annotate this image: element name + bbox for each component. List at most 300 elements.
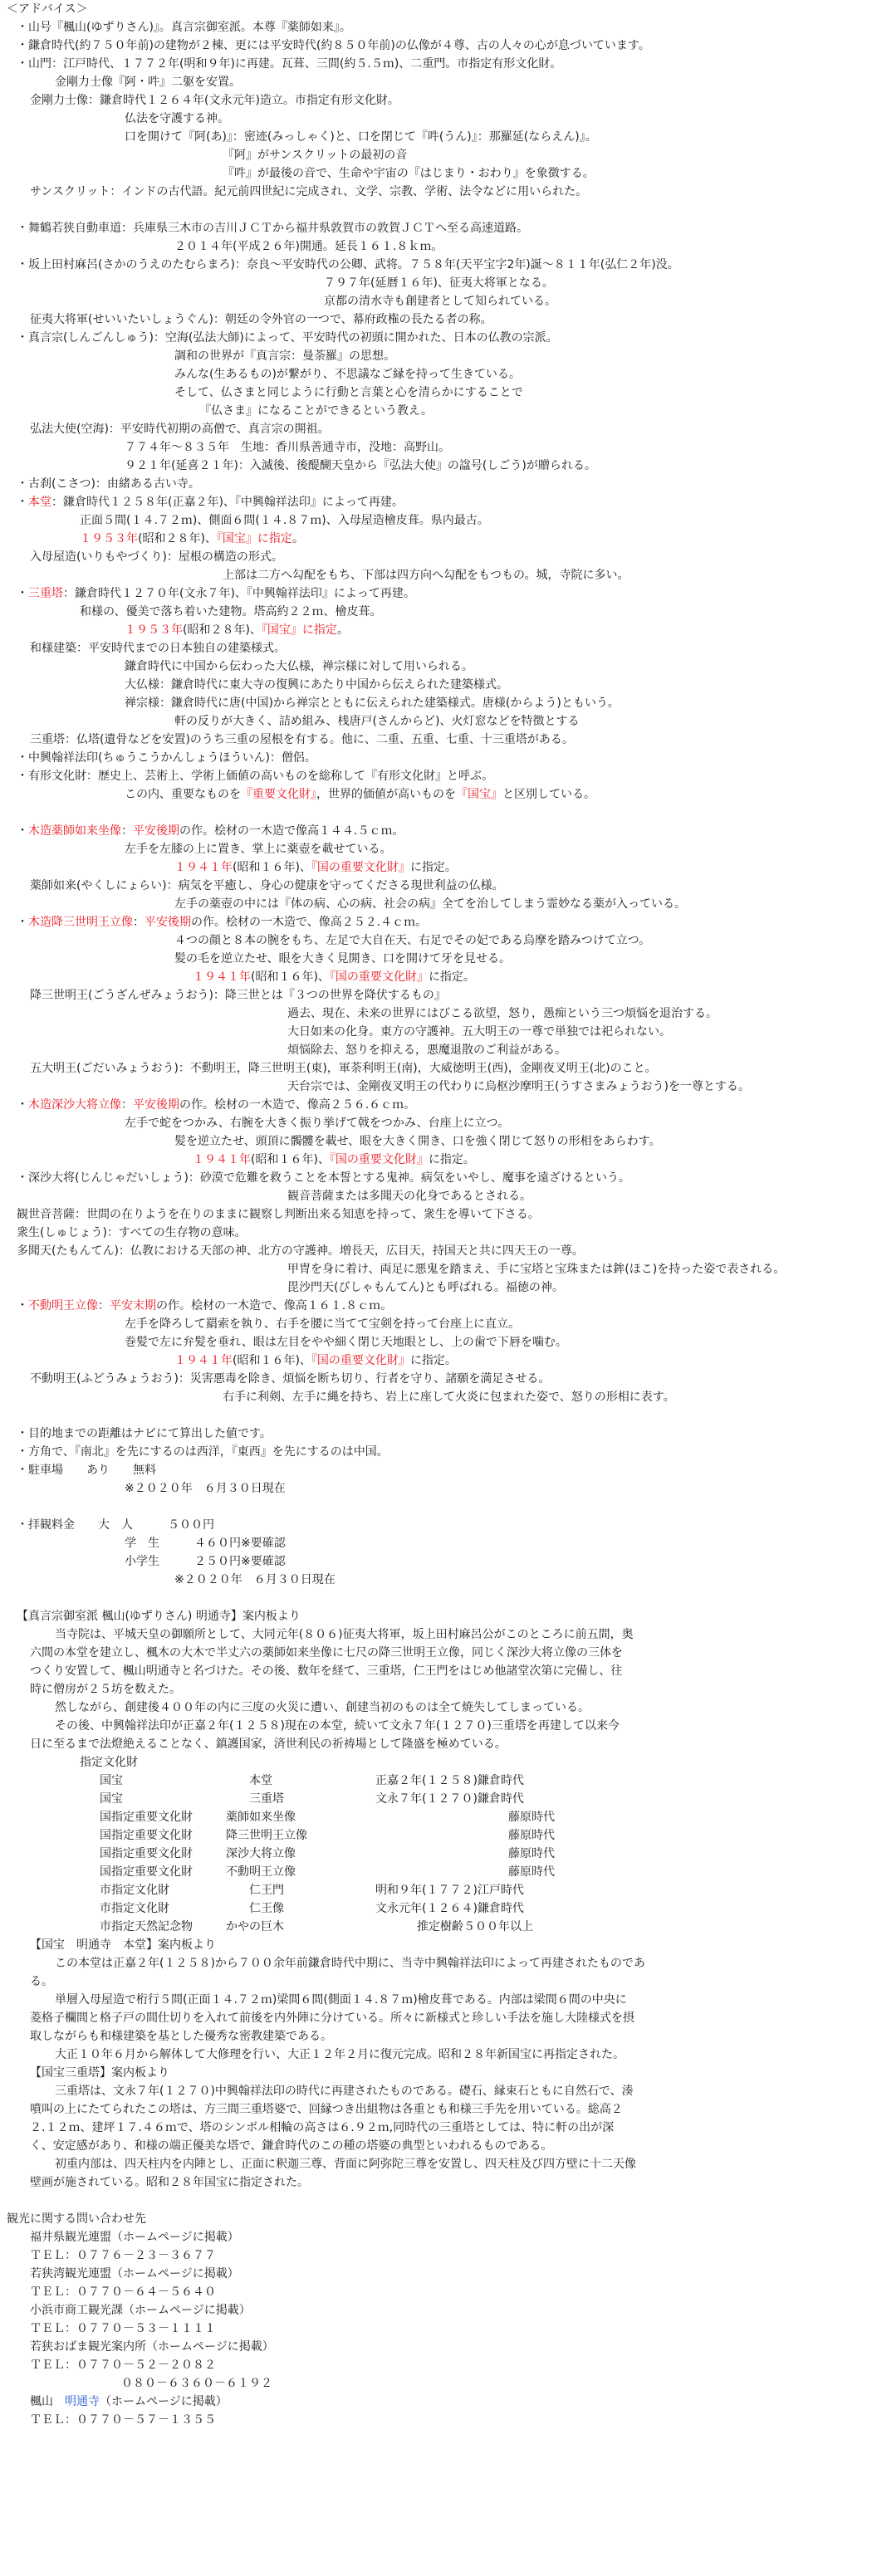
text-segment: 征夷大将軍(せいいたいしょうぐん)：朝廷の令外官の一つで、幕府政権の長たる者の称。 — [30, 313, 492, 326]
temple-link[interactable]: 明通寺 — [65, 2395, 100, 2408]
text-segment: 不動明王(ふどうみょうおう)：災害悪毒を除き、煩悩を断ち切り、行者を守り、諸願を満足させる。 — [30, 1372, 551, 1386]
text-segment: 正嘉２年(１２５８)鎌倉時代 — [375, 1774, 524, 1787]
highlight-text: 『国宝』に指定 — [216, 532, 292, 545]
highlight-text: 木造深沙大将立像 — [28, 1098, 121, 1112]
text-segment: (昭和１６年)、 — [251, 1153, 330, 1166]
text-line — [55, 1956, 645, 1971]
text-segment: サンスクリット：インドの古代語。紀元前四世紀に完成され、文学、宗教、学術、法令などに用いられた。 — [30, 185, 588, 198]
text-segment: そして、仏さまと同じように行動と言葉と心を清らかにすることで — [174, 386, 523, 399]
text-line — [223, 166, 595, 181]
text-segment: １９４１年 — [193, 1153, 251, 1166]
text-line — [17, 1463, 156, 1478]
text-segment: 単層入母屋造で桁行５間(正面１４.７２ｍ)梁間６間(側面１４.８７ｍ)檜皮葺である。内部は梁間６間の中央に — [55, 1993, 627, 2007]
text-line — [17, 1444, 389, 1459]
text-line — [375, 1773, 524, 1788]
text-segment: 三重塔 — [249, 1792, 284, 1806]
text-line — [100, 1846, 193, 1861]
text-line — [30, 2175, 309, 2190]
text-segment: 噴叫の上にたてられたこの塔は、方三間三重塔婆で、回縁つき出組物は各重とも和様三手先を用いている。総高２ — [30, 2103, 623, 2116]
text-segment: 入母屋造(いりもやづくり)：屋根の構造の形式。 — [30, 550, 283, 564]
text-line — [287, 1024, 671, 1039]
text-segment: （ホームページに掲載） — [100, 2395, 228, 2408]
text-segment: ・真言宗(しんごんしゅう)：空海(弘法大師)によって、平安時代の初頭に開かれた、日本の仏教の宗派。 — [17, 331, 558, 345]
text-segment: 金剛力士像：鎌倉時代１２６４年(文永元年)造立。市指定有形文化財。 — [30, 94, 399, 107]
highlight-text: 不動明王立像 — [28, 1299, 98, 1312]
text-segment: 過去、現在、未来の世界にはびこる欲望，怒り，愚痴という三つ煩悩を退治する。 — [287, 1007, 718, 1020]
text-line — [174, 897, 686, 912]
highlight-text: 木造降三世明王立像 — [28, 916, 133, 929]
text-line — [193, 1152, 475, 1167]
text-segment: 仁王門 — [249, 1884, 284, 1897]
text-segment: ※２０２０年 ６月３０日現在 — [125, 1482, 286, 1495]
text-segment: 左手を降ろして羂索を執り、右手を腰に当てて宝剣を持って台座上に直立。 — [125, 1317, 520, 1331]
text-line — [125, 1116, 509, 1131]
text-line — [17, 1225, 247, 1240]
text-segment: ＴＥＬ：０７７６－２３－３６７７ — [30, 2249, 216, 2262]
text-segment: ： — [121, 824, 133, 838]
text-line — [125, 440, 450, 455]
text-line — [30, 2011, 634, 2026]
text-line — [125, 659, 473, 674]
text-segment: 不動明王立像 — [226, 1865, 296, 1879]
text-line — [30, 2303, 251, 2318]
text-line — [174, 860, 457, 875]
text-line — [125, 130, 597, 144]
text-segment: 大仏様：鎌倉時代に東大寺の復興にあたり中国から伝えられた建築様式。 — [125, 678, 508, 692]
text-segment: 観音菩薩または多聞天の化身であるとされる。 — [287, 1190, 532, 1203]
text-segment: 仁王像 — [249, 1902, 284, 1915]
text-segment: 国宝 — [100, 1792, 123, 1806]
text-segment: 京都の清水寺も創建者として知られている。 — [324, 295, 556, 308]
text-line — [80, 513, 489, 528]
text-segment: 髪を逆立たせ、頭頂に髑髏を載せ、眼を大きく開き、口を強く閉じて怒りの形相をあらわす。 — [174, 1135, 661, 1148]
text-segment: 小学生 ２５０円※要確認 — [125, 1555, 286, 1568]
text-line — [226, 1828, 307, 1843]
text-segment: 初重内部は、四天柱内を内陣とし、正面に釈迦三尊、背面に阿弥陀三尊を安置し、四天柱及び四方壁に十二天像 — [55, 2158, 636, 2171]
text-segment: ９２１年(延喜２１年)：入滅後、後醍醐天皇から『弘法大使』の諡号(しごう)が贈られる。 — [125, 459, 596, 472]
text-segment: その後、中興翰祥法印が正嘉２年(１２５８)現在の本堂，続いて文永７年(１２７０)三重塔を再建して以来今 — [55, 1719, 620, 1733]
text-line — [30, 2285, 216, 2300]
text-segment: に指定。 — [409, 1354, 457, 1367]
text-line — [55, 2157, 636, 2172]
text-line — [17, 586, 415, 601]
text-segment: この内、重要なものを — [125, 788, 241, 801]
highlight-text: 『国の重要文化財』 — [329, 1153, 429, 1166]
text-segment: 薬師如来(やくしにょらい)：病気を平癒し、身心の健康を守ってくださる現世利益の仏様。 — [30, 879, 504, 892]
highlight-text: 『国の重要文化財』 — [311, 861, 410, 874]
text-line — [80, 531, 304, 546]
text-line — [30, 1664, 622, 1679]
text-segment: 衆生(しゅじょう)：すべての生存物の意味。 — [17, 1226, 247, 1239]
text-line — [193, 970, 475, 985]
text-segment: 観世音菩薩：世間の在りようを在りのままに観察し判断出来る知恵を持って、衆生を導いて下さる。 — [17, 1208, 540, 1221]
text-line — [17, 1518, 214, 1532]
text-segment: 口を開けて『阿(あ)』：密迹(みっしゃく)と、口を閉じて『吽(うん)』：那羅延(ならえん)』。 — [125, 130, 597, 144]
text-line — [100, 1865, 193, 1879]
text-segment: 降三世明王立像 — [226, 1829, 307, 1842]
text-segment: 若狭湾観光連盟（ホームページに掲載） — [30, 2267, 239, 2280]
text-segment: ・古刹(こさつ)：由緒ある古い寺。 — [17, 477, 200, 491]
text-segment: ・ — [17, 496, 28, 509]
text-line — [125, 458, 596, 473]
text-segment: 推定樹齢５００年以上 — [417, 1920, 533, 1933]
text-segment: ２０１４年(平成２６年)開通。延長１６１.８ｋｍ。 — [174, 240, 443, 253]
text-line — [30, 2120, 614, 2135]
text-segment: ・方角で、『南北』を先にするのは西洋，『東西』を先にするのは中国。 — [17, 1445, 389, 1459]
text-segment: ・深沙大将(じんじゃだいしょう)：砂漠で危難を救うことを本誓とする鬼神。病気をいやし、魔事を遠ざけるという。 — [17, 1171, 630, 1185]
text-segment: ・中興翰祥法印(ちゅうこうかんしょうほういん)：僧侶。 — [17, 751, 316, 765]
text-segment: ・舞鶴若狭自動車道：兵庫県三木市の吉川ＪＣＴから福井県敦賀市の敦賀ＪＣＴへ至る高速道路。 — [17, 222, 528, 235]
text-line — [125, 1554, 286, 1569]
text-segment: ，世界的価値が高いものを — [316, 788, 456, 801]
text-segment: 降三世明王(ごうざんぜみょうおう)：降三世とは『３つの世界を降伏するもの』 — [30, 989, 446, 1002]
text-line — [249, 1773, 272, 1788]
text-segment: 若狭おばま観光案内所（ホームページに掲載） — [30, 2340, 274, 2354]
text-segment: ・ — [17, 916, 28, 929]
text-line — [125, 1335, 567, 1350]
text-segment: つくり安置して、楓山明通寺と名づけた。その後、数年を経て、三重塔，仁王門をはじめ他諸堂次第に完備し、往 — [30, 1664, 623, 1678]
text-segment: ・有形文化財：歴史上、芸術上、学術上価値の高いものを総称して『有形文化財』と呼ぶ。 — [17, 770, 494, 783]
text-line — [30, 1061, 657, 1076]
text-line — [30, 1371, 550, 1386]
text-segment: １９４１年 — [174, 861, 233, 874]
text-segment: 右手に利剣、左手に縄を持ち、岩上に座して火炎に包まれた姿で、怒りの形相に表す。 — [223, 1391, 675, 1404]
text-segment: 藤原時代 — [508, 1811, 555, 1824]
text-segment: みんな(生あるもの)が繋がり、不思議なご縁を持って生きている。 — [174, 368, 521, 381]
text-line — [30, 2065, 169, 2080]
text-segment: 藤原時代 — [508, 1829, 555, 1842]
text-line — [174, 714, 579, 729]
text-segment: ・山号『楓山(ゆずりさん)』。真言宗御室派。本尊『薬師如来』。 — [17, 21, 351, 34]
text-segment: 国宝 — [100, 1774, 123, 1787]
text-segment: 仏法を守護する神。 — [125, 112, 229, 125]
text-segment: 巻髪で左に弁髪を垂れ、眼は左目をやや細く閉じ天地眼とし、上の歯で下唇を噛む。 — [125, 1336, 567, 1349]
text-line — [30, 1682, 181, 1697]
text-segment: 髪の毛を逆立たせ、眼を大きく見開き、口を開けて牙を見せる。 — [174, 952, 512, 965]
text-line — [174, 239, 443, 254]
text-line — [226, 1810, 296, 1825]
text-line — [30, 2266, 239, 2281]
highlight-text: 『国の重要文化財』 — [329, 970, 429, 984]
text-segment: 【真言宗御室派 楓山(ゆずりさん) 明通寺】案内板より — [17, 1610, 301, 1623]
text-segment: 福井県観光連盟（ホームページに掲載） — [30, 2231, 239, 2244]
text-segment: 多聞天(たもんてん)：仏教における天部の神、北方の守護神。増長天，広目天，持国天と共に四天王の一尊。 — [17, 1244, 584, 1258]
text-line — [30, 422, 330, 437]
text-segment: １９４１年 — [174, 1354, 233, 1367]
text-line — [223, 1390, 675, 1405]
text-segment: 藤原時代 — [508, 1847, 555, 1860]
text-line — [199, 403, 433, 418]
text-line — [508, 1846, 555, 1861]
text-line — [508, 1828, 555, 1843]
text-line — [508, 1865, 555, 1879]
text-segment: 国指定重要文化財 — [100, 1829, 193, 1842]
text-segment: 藤原時代 — [508, 1865, 555, 1879]
text-line — [226, 1865, 296, 1879]
text-line — [125, 111, 229, 126]
text-segment: 市指定天然記念物 — [100, 1920, 193, 1933]
text-segment: かやの巨木 — [226, 1920, 284, 1933]
text-segment: ・山門：江戸時代、１７７２年(明和９年)に再建。瓦葺、三間(約５.５ｍ)、二重門。市指定有形文化財。 — [17, 57, 562, 71]
highlight-text: 平安後期 — [133, 1098, 179, 1112]
text-line — [17, 20, 351, 35]
text-segment: (昭和２８年)、 — [183, 623, 262, 637]
text-segment: 【国宝三重塔】案内板より — [30, 2066, 169, 2080]
text-line — [287, 1079, 750, 1094]
text-segment: 正面５間(１４.７２ｍ)、側面６間(１４.８７ｍ)、入母屋造檜皮葺。県内最古。 — [80, 514, 489, 527]
text-line — [287, 1262, 785, 1277]
text-line — [30, 93, 399, 108]
text-line — [226, 1919, 284, 1934]
highlight-text: 本堂 — [28, 496, 51, 509]
text-line — [30, 2102, 623, 2117]
text-segment: ４つの顔と８本の腕をもち、左足で大自在天、右足でその妃である烏摩を踏みつけて立つ。 — [174, 934, 651, 947]
text-line — [100, 1791, 123, 1806]
highlight-text: 『国宝』に指定 — [261, 623, 337, 637]
text-line — [100, 1828, 193, 1843]
text-line — [100, 1883, 169, 1898]
text-segment: 六間の本堂を建立し、楓木の大木で半丈六の薬師如来坐像に七尺の降三世明王立像，同じく深沙大将立像の三体を — [30, 1646, 623, 1659]
text-segment: 国指定重要文化財 — [100, 1865, 193, 1879]
text-segment: 市指定文化財 — [100, 1884, 169, 1897]
text-segment: １９５３年 — [125, 623, 183, 637]
highlight-text: 『重要文化財』 — [241, 788, 316, 801]
text-segment: 小浜市商工観光課（ホームページに掲載） — [30, 2304, 251, 2317]
text-segment: ・ — [17, 587, 28, 600]
text-segment: 禅宗様：鎌倉時代に唐(中国)から禅宗とともに伝えられた建築様式。唐様(からよう)ともいう。 — [125, 697, 620, 710]
text-line — [30, 1737, 507, 1752]
text-segment: 国指定重要文化財 — [100, 1811, 193, 1824]
text-line — [375, 1901, 524, 1916]
text-line — [30, 732, 574, 747]
text-line — [174, 367, 521, 382]
text-line — [17, 257, 679, 272]
text-segment: 『仏さま』になることができるという教え。 — [199, 404, 433, 418]
text-segment: 取しながらも和様建築を基とした優秀な密教建築である。 — [30, 2030, 332, 2043]
text-line — [55, 2047, 625, 2062]
text-line — [17, 915, 427, 930]
text-segment: 左手を左膝の上に置き、掌上に薬壺を載せている。 — [125, 843, 392, 856]
text-line — [30, 2394, 228, 2409]
text-line — [174, 933, 650, 948]
text-segment: ＴＥＬ：０７７０－６４－５６４０ — [30, 2285, 216, 2299]
text-segment: ・坂上田村麻呂(さかのうえのたむらまろ)：奈良～平安時代の公卿、武将。７５８年(天平宝字2年)誕～８１１年(弘仁２年)没。 — [17, 258, 679, 271]
text-segment: 大正１０年６月から解体して大修理を行い、大正１２年２月に復元完成。昭和２８年新国宝に再指定された。 — [55, 2048, 625, 2061]
highlight-text: 三重塔 — [28, 587, 63, 600]
text-line — [249, 1901, 284, 1916]
text-line — [30, 2339, 274, 2354]
text-segment: に指定。 — [428, 1153, 475, 1166]
text-line — [17, 1426, 272, 1441]
text-line — [30, 2139, 552, 2153]
text-segment: ： — [121, 1098, 133, 1112]
text-line — [7, 2212, 146, 2227]
text-line — [375, 1883, 524, 1898]
text-segment: 楓山 — [30, 2395, 65, 2408]
text-segment: の作。桧材の一木造で、像高１６１.８ｃｍ。 — [156, 1299, 393, 1312]
text-segment: ・ — [17, 1299, 28, 1312]
text-segment: (昭和１６年)、 — [233, 861, 311, 874]
text-line — [249, 1883, 284, 1898]
text-line — [30, 2230, 239, 2245]
text-line — [30, 2358, 216, 2373]
text-line — [100, 1810, 193, 1825]
text-segment: ・ — [17, 824, 28, 838]
text-segment: ・鎌倉時代(約７５０年前)の建物が２棟、更には平安時代(約８５０年前)の仏像が４尊、古の人々の心が息づいています。 — [17, 39, 650, 52]
text-line — [17, 38, 650, 53]
text-segment: 明和９年(１７７２)江戸時代 — [375, 1884, 524, 1897]
text-line — [55, 75, 241, 90]
text-line — [17, 750, 316, 765]
text-segment: 然しながら、創建後４００年の内に三度の火災に遭い、創建当初のものは全て焼失してしまっている。 — [55, 1701, 590, 1714]
text-line — [100, 1773, 123, 1788]
text-segment: 鎌倉時代に中国から伝わった大仏様，禅宗様に対して用いられる。 — [125, 660, 473, 673]
text-segment: 観光に関する問い合わせ先 — [7, 2212, 146, 2226]
text-segment: この本堂は正嘉２年(１２５８)から７００余年前鎌倉時代中期に、当寺中興翰祥法印によって再建されたものであ — [55, 1957, 645, 1970]
text-line — [17, 477, 200, 491]
text-segment: ： — [98, 1299, 110, 1312]
text-segment: 薬師如来坐像 — [226, 1811, 296, 1824]
text-segment: ＴＥＬ：０７７０－５３－１１１１ — [30, 2322, 216, 2335]
text-line — [417, 1919, 533, 1934]
text-segment: 三重塔は、文永７年(１２７０)中興翰祥法印の時代に再建されたものである。礎石、縁束石ともに自然石で、湊 — [55, 2085, 634, 2098]
text-line — [508, 1810, 555, 1825]
text-segment: 上部は二方へ勾配をもち、下部は四方向へ勾配をもつもの。城，寺院に多い。 — [223, 569, 630, 582]
text-segment: の作。桧材の一木造で、像高２５２.４ｃｍ。 — [191, 916, 428, 929]
text-segment: 本堂 — [249, 1774, 272, 1787]
text-line — [125, 842, 391, 857]
text-segment: 三重塔：仏塔(遺骨などを安置)のうち三重の屋根を有する。他に、二重、五重、七重、十三重塔がある。 — [30, 733, 574, 746]
text-segment: ＜アドバイス＞ — [7, 2, 88, 16]
text-line — [226, 1846, 296, 1861]
text-segment: １９４１年 — [193, 970, 251, 984]
text-segment: 【国宝 明通寺 本堂】案内板より — [30, 1938, 216, 1952]
text-line — [55, 1700, 590, 1715]
text-line — [287, 1280, 564, 1295]
text-segment: 。 — [336, 623, 349, 637]
text-line — [125, 623, 349, 638]
text-segment: (昭和１６年)、 — [251, 970, 330, 984]
text-segment: 弘法大使(空海)：平安時代初期の高僧で、真言宗の開祖。 — [30, 423, 330, 436]
text-segment: ・拝観料金 大 人 ５００円 — [17, 1518, 214, 1532]
highlight-text: 『国の重要文化財』 — [311, 1354, 410, 1367]
text-segment: 市指定文化財 — [100, 1902, 169, 1915]
text-segment: ７７４年～８３５年 生地：香川県善通寺市，没地：高野山。 — [125, 441, 450, 454]
text-segment: ・目的地までの距離はナビにて算出した値です。 — [17, 1427, 272, 1440]
text-segment: 左手で蛇をつかみ、右腕を大きく振り挙げて戟をつかみ、台座上に立つ。 — [125, 1117, 510, 1130]
text-segment: 天台宗では、金剛夜叉明王の代わりに烏枢沙摩明王(うすさまみょうおう)を一尊とする。 — [287, 1080, 750, 1093]
text-segment: ＴＥＬ：０７７０－５７－１３５５ — [30, 2413, 216, 2427]
text-segment: 五大明王(ごだいみょうおう)：不動明王，降三世明王(東)，軍荼利明王(南)，大威徳明王(西)，金剛夜叉明王(北)のこと。 — [30, 1062, 657, 1075]
text-segment: 文永元年(１２６４)鎌倉時代 — [375, 1902, 524, 1915]
text-line — [30, 184, 587, 199]
text-line — [80, 1755, 138, 1770]
text-segment: と区別している。 — [502, 788, 595, 801]
highlight-text: 木造薬師如来坐像 — [28, 824, 121, 838]
text-line — [100, 1919, 193, 1934]
text-segment: 大日如来の化身。東方の守護神。五大明王の一尊で単独では祀られない。 — [287, 1025, 671, 1039]
text-segment: 調和の世界が『真言宗：曼荼羅』の思想。 — [174, 349, 395, 363]
text-segment: 当寺院は、平城天皇の御願所として、大同元年(８０６)征夷大将軍，坂上田村麻呂公がこのところに前五間，奥 — [55, 1628, 634, 1641]
text-line — [30, 988, 446, 1003]
text-segment: 和様建築：平安時代までの日本独自の建築様式。 — [30, 642, 286, 655]
text-segment: 学 生 ４６０円※要確認 — [125, 1537, 286, 1550]
text-line — [17, 495, 404, 510]
text-line — [17, 1097, 415, 1112]
text-line — [30, 2248, 216, 2263]
text-segment: ・ — [17, 1098, 28, 1112]
text-segment: 軒の反りが大きく、詰め組み、桟唐戸(さんからど)、火灯窓などを特徴とする — [174, 715, 580, 728]
text-line — [174, 951, 511, 966]
highlight-text: 平安後期 — [133, 824, 179, 838]
text-line — [249, 1791, 284, 1806]
highlight-text: 平安後期 — [145, 916, 191, 929]
text-line — [223, 148, 407, 163]
text-segment: ・駐車場 あり 無料 — [17, 1464, 156, 1477]
text-line — [55, 1718, 620, 1733]
text-segment: ： — [133, 916, 145, 929]
text-segment: １９５３年 — [80, 532, 138, 545]
text-line — [223, 568, 629, 583]
text-segment: ※２０２０年 ６月３０日現在 — [174, 1573, 336, 1586]
text-segment: 時に僧房が２５坊を数えた。 — [30, 1683, 181, 1696]
text-line — [174, 1572, 336, 1587]
text-line — [287, 1006, 718, 1021]
text-segment: 煩悩除去、怒りを抑える，悪魔退散のご利益がある。 — [287, 1044, 566, 1057]
text-segment: (昭和１６年)、 — [233, 1354, 311, 1367]
text-line — [17, 769, 493, 784]
text-line — [17, 1244, 584, 1259]
text-segment: の作。桧材の一木造で像高１４４.５ｃｍ。 — [179, 824, 404, 838]
text-segment: 和様の、優美で落ち着いた建物。塔高約２２ｍ、檜皮葺。 — [80, 605, 382, 618]
text-line — [125, 1536, 286, 1551]
text-line — [30, 1645, 623, 1660]
text-line — [17, 1207, 540, 1222]
text-line — [324, 276, 554, 291]
text-line — [125, 787, 595, 802]
text-line — [55, 1992, 627, 2007]
text-line — [324, 294, 556, 309]
text-line — [17, 221, 528, 236]
text-segment: ：鎌倉時代１２５８年(正嘉２年)、『中興翰祥法印』によって再建。 — [51, 496, 404, 509]
text-line — [17, 56, 561, 71]
text-line — [174, 1134, 660, 1149]
text-line — [30, 2412, 216, 2427]
text-segment: る。 — [30, 1975, 53, 1988]
text-line — [287, 1189, 532, 1204]
text-segment: 。 — [291, 532, 304, 545]
text-line — [100, 1901, 169, 1916]
text-line — [17, 1609, 301, 1624]
text-line — [125, 1317, 520, 1332]
text-line — [30, 1938, 216, 1953]
text-line — [55, 2084, 634, 2099]
highlight-text: 平安末期 — [110, 1299, 156, 1312]
text-line — [30, 1974, 53, 1989]
text-segment: 『阿』がサンスクリットの最初の音 — [223, 149, 408, 162]
text-line — [17, 1171, 630, 1185]
text-segment: ０８０－６３６０－６１９２ — [121, 2377, 272, 2390]
text-line — [80, 604, 381, 619]
text-segment: 金剛力士像『阿・吽』二躯を安置。 — [55, 76, 241, 89]
text-line — [30, 550, 283, 565]
text-line — [125, 1481, 286, 1496]
text-line — [287, 1043, 566, 1058]
text-line — [174, 349, 395, 364]
text-segment: 深沙大将立像 — [226, 1847, 296, 1860]
text-line — [125, 696, 620, 711]
text-segment: (昭和２８年)、 — [138, 532, 217, 545]
